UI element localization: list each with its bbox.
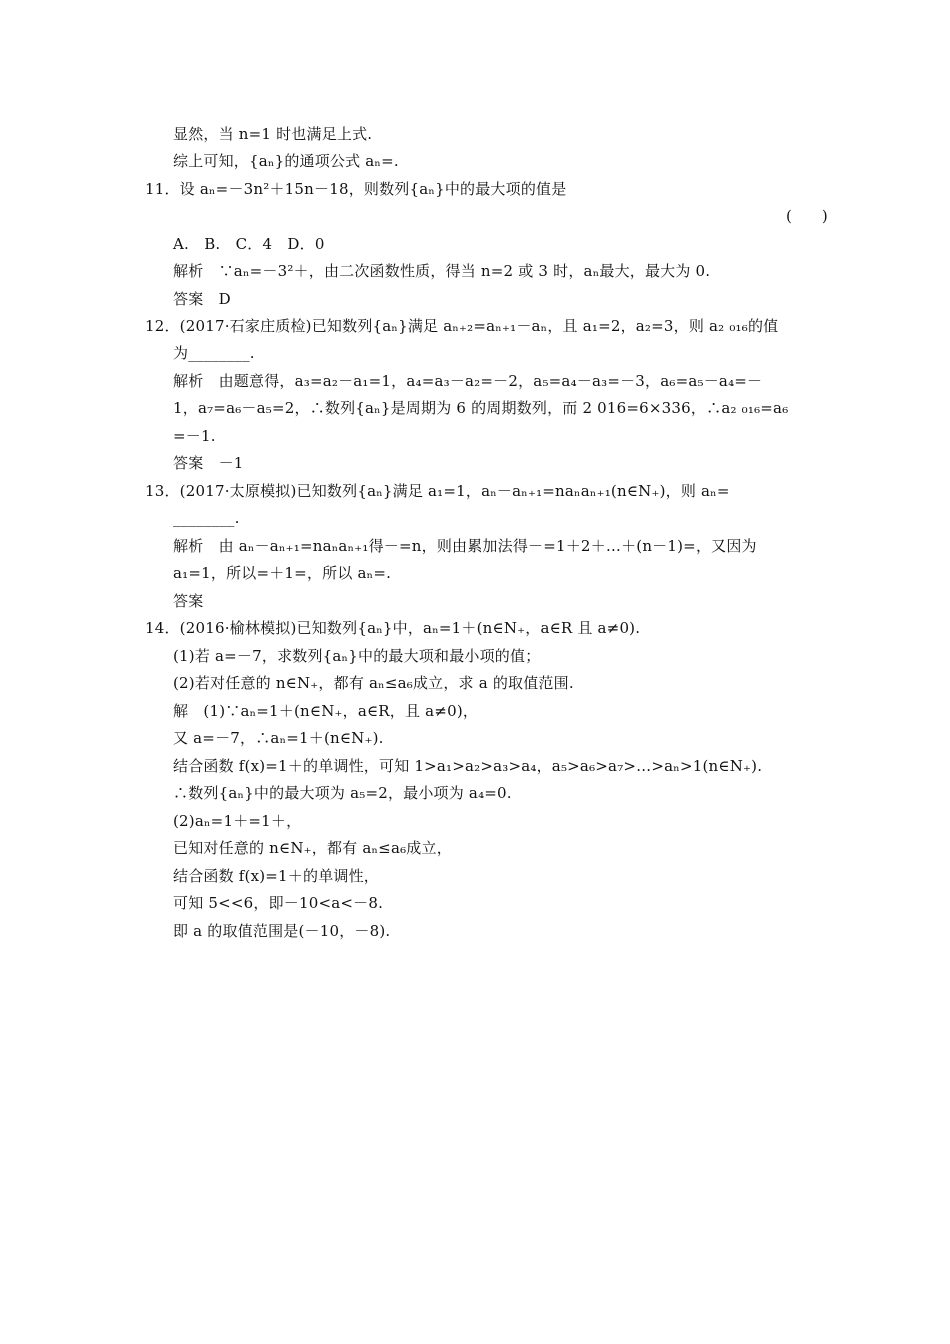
text-line: 显然，当 n=1 时也满足上式. [173,125,373,143]
analysis-line: 解析 由题意得，a₃=a₂－a₁=1，a₄=a₃－a₂=－2，a₅=a₄－a₃=－3，a₆=a₅－a₄=－ [173,372,763,390]
text-line: 综上可知，{aₙ}的通项公式 aₙ=. [173,152,399,170]
text-line: (1)若 a=－7，求数列{aₙ}中的最大项和最小项的值； [173,647,541,665]
text-line: 可知 5<<6，即－10<a<－8. [173,894,384,912]
text-line: ________. [173,509,240,527]
text-line: =－1. [173,427,216,445]
answer-bracket: ( ) [786,207,828,225]
question-13-stem: 13．(2017·太原模拟)已知数列{aₙ}满足 a₁=1，aₙ－aₙ₊₁=naₙaₙ₊₁(n∈N₊)，则 aₙ= [145,482,730,500]
question-14-stem: 14．(2016·榆林模拟)已知数列{aₙ}中，aₙ=1＋(n∈N₊，a∈R 且 a≠0). [145,619,641,637]
text-line: (2)若对任意的 n∈N₊，都有 aₙ≤a₆成立，求 a 的取值范围. [173,674,574,692]
text-line: (2)aₙ=1＋=1＋， [173,812,302,830]
text-line: 即 a 的取值范围是(－10，－8). [173,922,391,940]
text-line: 1，a₇=a₆－a₅=2，∴数列{aₙ}是周期为 6 的周期数列，而 2 016=6×336，∴a₂ ₀₁₆=a₆ [173,399,789,417]
answer-line: 答案 D [173,290,231,308]
question-11-options: A. B. C．4 D．0 [173,235,325,253]
text-line: 结合函数 f(x)=1＋的单调性，可知 1>a₁>a₂>a₃>a₄，a₅>a₆>a₇>…>aₙ>1(n∈N₊). [173,757,763,775]
text-line: 为________. [173,344,255,362]
solution-line: 解 (1)∵aₙ=1＋(n∈N₊，a∈R，且 a≠0)， [173,702,479,720]
question-11-stem: 11．设 aₙ=－3n²＋15n－18，则数列{aₙ}中的最大项的值是 [145,180,567,198]
text-line: 又 a=－7，∴aₙ=1＋(n∈N₊). [173,729,384,747]
text-line: a₁=1，所以=＋1=，所以 aₙ=. [173,564,392,582]
analysis-line: 解析 ∵aₙ=－3²＋，由二次函数性质，得当 n=2 或 3 时，aₙ最大，最大为 0. [173,262,711,280]
text-line: 已知对任意的 n∈N₊，都有 aₙ≤a₆成立， [173,839,452,857]
answer-line: 答案 －1 [173,454,244,472]
text-line: ∴数列{aₙ}中的最大项为 a₅=2，最小项为 a₄=0. [173,784,512,802]
answer-line: 答案 [173,592,204,610]
text-line: 结合函数 f(x)=1＋的单调性， [173,867,379,885]
question-12-stem: 12．(2017·石家庄质检)已知数列{aₙ}满足 aₙ₊₂=aₙ₊₁－aₙ，且 a₁=2，a₂=3，则 a₂ ₀₁₆的值 [145,317,779,335]
analysis-line: 解析 由 aₙ－aₙ₊₁=naₙaₙ₊₁得－=n，则由累加法得－=1＋2＋…＋(n－1)=，又因为 [173,537,757,555]
